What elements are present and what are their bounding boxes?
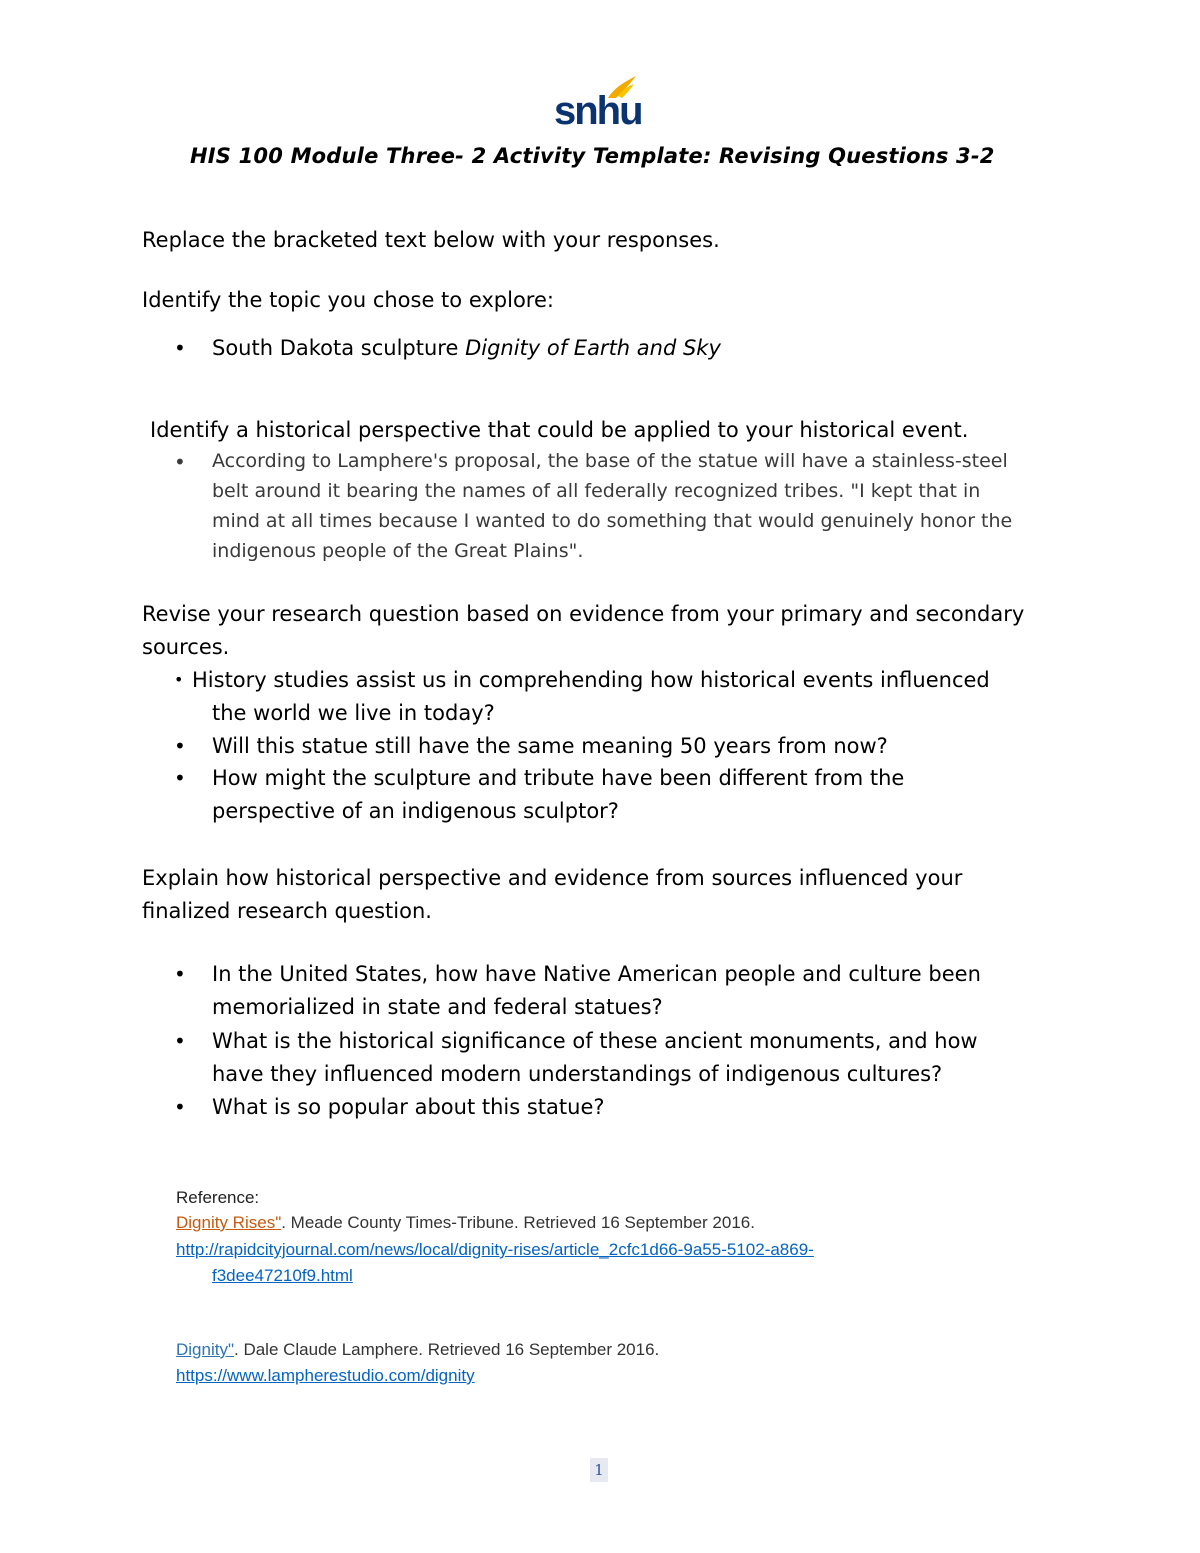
section4-heading: Explain how historical perspective and evidence from sources influenced your — [142, 866, 963, 890]
question-bullet: History studies assist us in comprehending how historical events influenced — [192, 668, 990, 692]
section3-heading-cont: sources. — [142, 635, 230, 659]
section1-heading: Identify the topic you chose to explore: — [142, 288, 554, 312]
reference-url-cont[interactable]: f3dee47210f9.html — [212, 1266, 353, 1285]
reference-label: Reference: — [176, 1188, 260, 1207]
bullet-dot: • — [174, 450, 186, 474]
perspective-line: belt around it bearing the names of all federally recognized tribes. "I kept that in — [212, 480, 981, 502]
final-bullet-cont: memorialized in state and federal statues? — [212, 995, 663, 1019]
perspective-line: According to Lamphere's proposal, the base of the statue will have a stainless-steel — [212, 450, 1008, 472]
bullet-dot: • — [174, 962, 186, 986]
question-bullet: Will this statue still have the same meaning 50 years from now? — [212, 734, 888, 758]
reference-text: . Meade County Times-Tribune. Retrieved 16 September 2016. — [281, 1213, 755, 1232]
reference-entry — [176, 1340, 659, 1360]
bullet-dot: • — [174, 1095, 186, 1119]
reference-entry — [176, 1213, 755, 1233]
reference-text: . Dale Claude Lamphere. Retrieved 16 September 2016. — [234, 1340, 660, 1359]
topic-bullet — [212, 332, 721, 364]
bullet-dot: • — [174, 766, 186, 790]
snhu-logo — [554, 74, 640, 132]
final-bullet: In the United States, how have Native American people and culture been — [212, 962, 981, 986]
reference-link[interactable]: Dignity Rises" — [176, 1213, 282, 1232]
topic-prefix: South Dakota sculpture — [212, 336, 466, 360]
reference-url[interactable]: https://www.lampherestudio.com/dignity — [176, 1366, 475, 1385]
page-title: HIS 100 Module Three- 2 Activity Template: Revising Questions 3-2 — [190, 144, 995, 168]
reference-link[interactable]: Dignity" — [176, 1340, 234, 1359]
section2-heading: Identify a historical perspective that could be applied to your historical event. — [150, 418, 969, 442]
reference-url[interactable]: http://rapidcityjournal.com/news/local/dignity-rises/article_2cfc1d66-9a55-5102-a869- — [176, 1240, 814, 1259]
section4-heading-cont: finalized research question. — [142, 899, 432, 923]
final-bullet: What is the historical significance of these ancient monuments, and how — [212, 1029, 978, 1053]
perspective-line: indigenous people of the Great Plains". — [212, 540, 584, 562]
question-bullet: How might the sculpture and tribute have been different from the — [212, 766, 905, 790]
question-bullet-cont: the world we live in today? — [212, 701, 495, 725]
instruction-text: Replace the bracketed text below with your responses. — [142, 228, 720, 252]
topic-italic: Dignity of Earth and Sky — [465, 336, 721, 360]
bullet-dot: • — [174, 734, 186, 758]
bullet-dot: • — [174, 336, 186, 360]
bullet-dot: • — [174, 1029, 186, 1053]
page-number: 1 — [590, 1458, 608, 1482]
final-bullet: What is so popular about this statue? — [212, 1095, 605, 1119]
final-bullet-cont: have they influenced modern understandings of indigenous cultures? — [212, 1062, 943, 1086]
question-bullet-cont: perspective of an indigenous sculptor? — [212, 799, 619, 823]
perspective-line: mind at all times because I wanted to do something that would genuinely honor the — [212, 510, 1013, 532]
logo-text: snhu — [554, 89, 642, 133]
section3-heading: Revise your research question based on evidence from your primary and secondary — [142, 602, 1025, 626]
bullet-dot: • — [174, 670, 184, 689]
